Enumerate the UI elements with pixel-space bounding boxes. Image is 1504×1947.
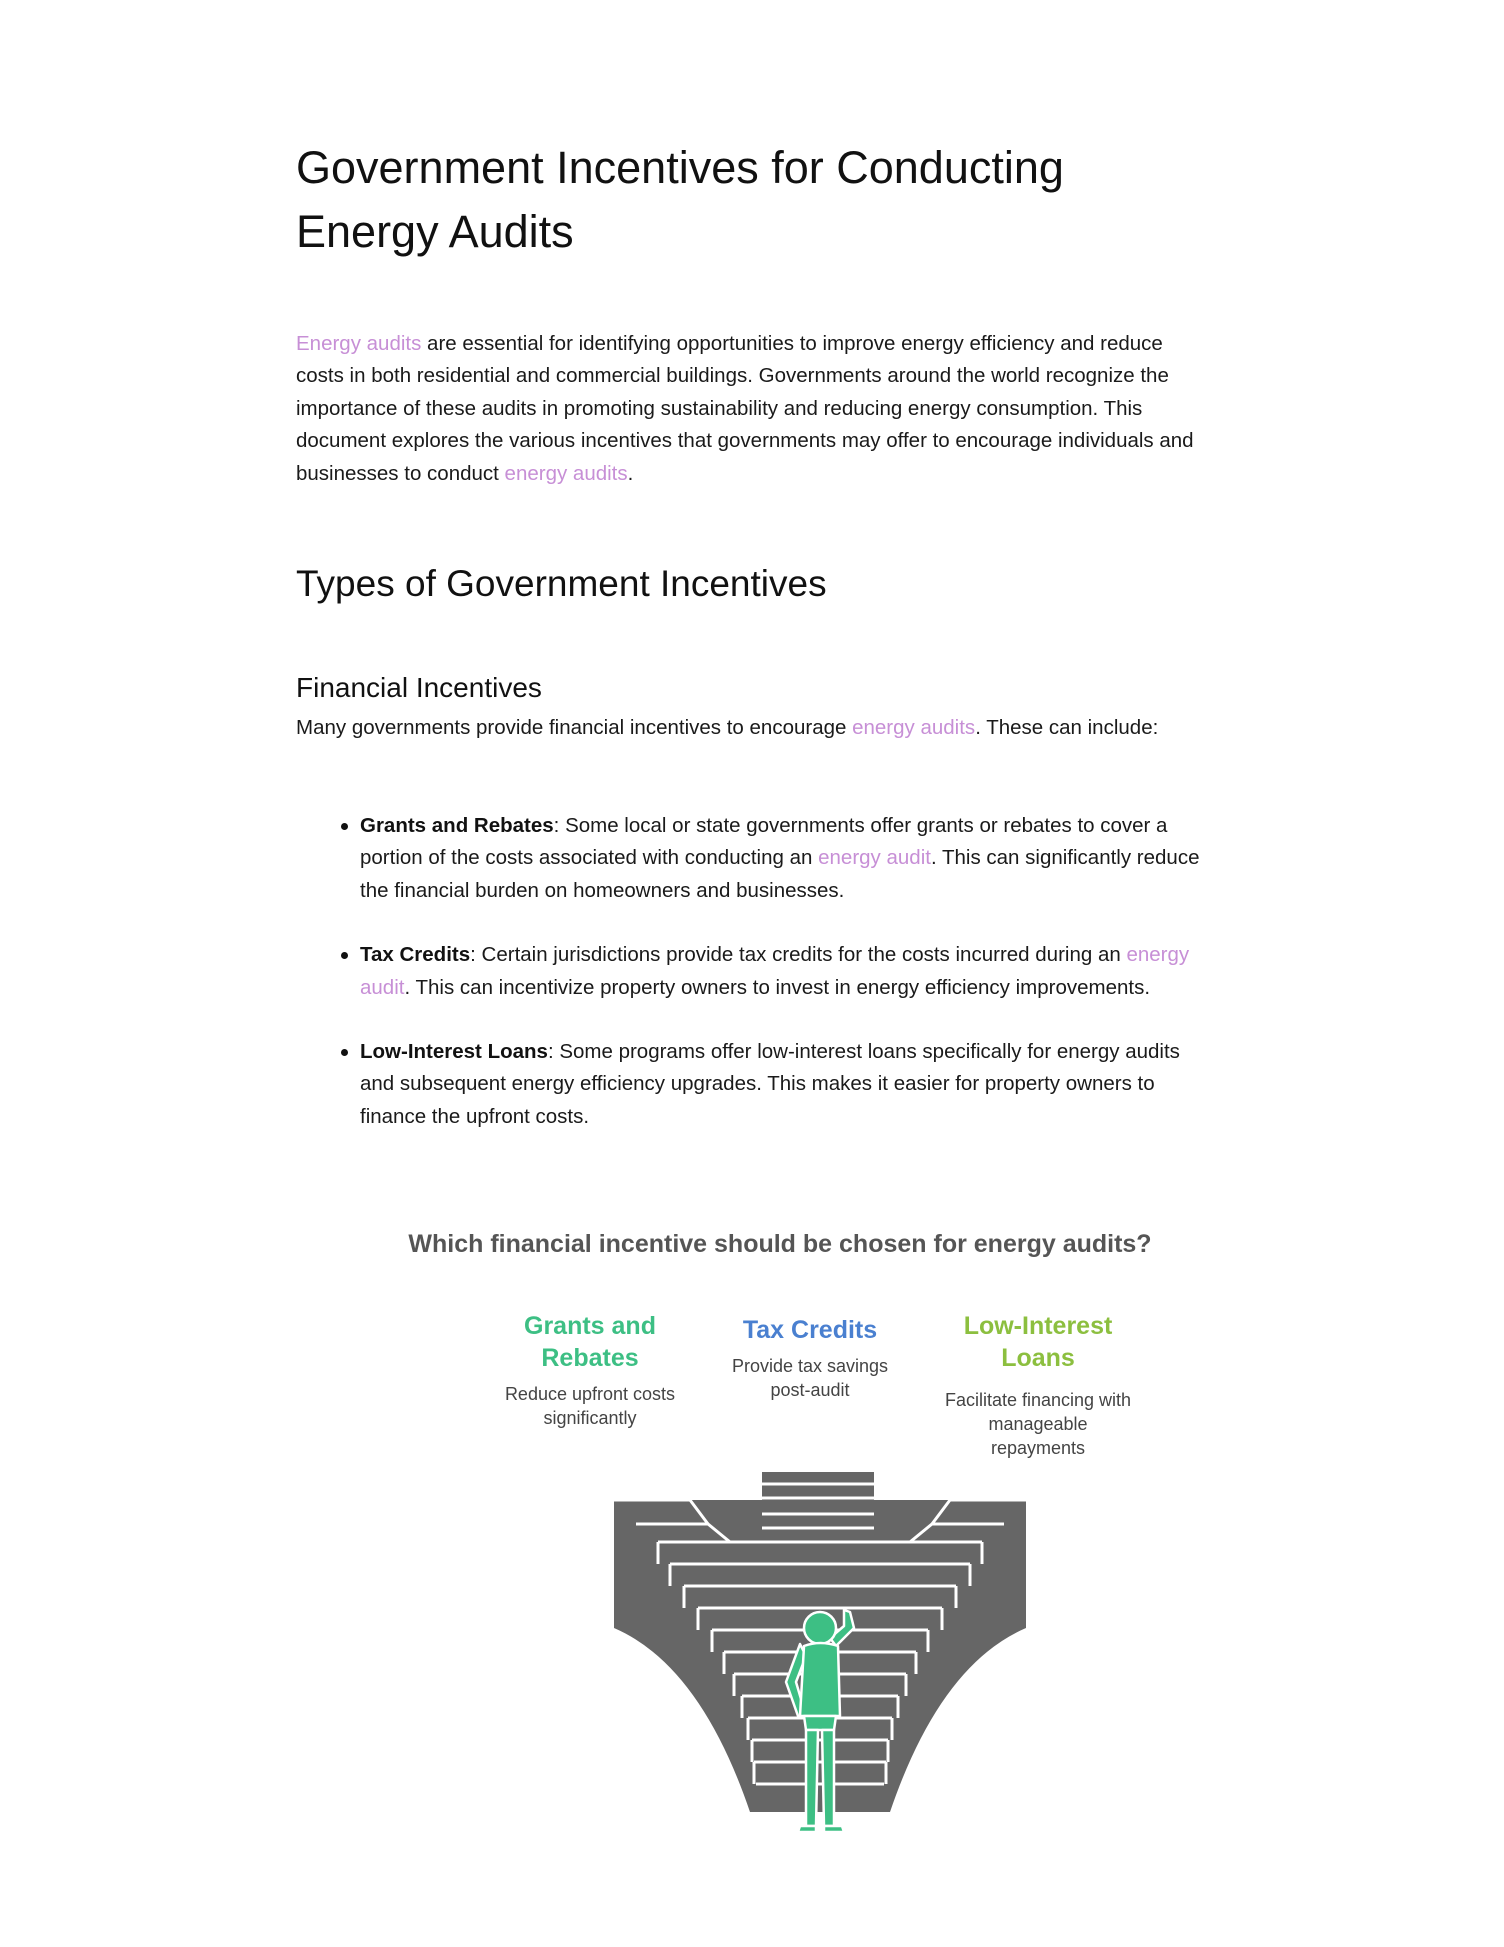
energy-audits-link[interactable]: Energy audits [296, 332, 422, 355]
option-grants-rebates [480, 1310, 700, 1430]
option-title [480, 1310, 700, 1374]
list-item-text: : Certain jurisdictions provide tax credits for the costs incurred during an [470, 943, 1127, 967]
list-item-term: Grants and Rebates [360, 814, 554, 837]
option-title-line: Loans [1001, 1344, 1075, 1372]
list-item-term: Low-Interest Loans [360, 1040, 548, 1064]
option-title [918, 1310, 1158, 1374]
section-heading: Types of Government Incentives [296, 563, 827, 604]
energy-audit-link[interactable]: energy audit [818, 846, 931, 870]
energy-audits-link[interactable]: energy audits [504, 461, 628, 485]
option-desc-line: Provide tax savings [731, 1356, 889, 1376]
option-description [710, 1354, 910, 1402]
lead-text-end: . These can include: [975, 716, 1159, 739]
intro-text: are essential for identifying opportunities to improve energy efficiency and reduce costs in both residential and commercial buildings. Governments around the world recognize the importance of these audits in promoting sustainability and reducing energy consumption. This document explores the various incentives that governments may offer to encourage individuals and businesses to conduct [296, 332, 1194, 485]
option-title: Tax Credits [742, 1316, 878, 1344]
option-description [480, 1382, 700, 1430]
option-desc-line: significantly [543, 1408, 637, 1428]
list-item-text-end: . This can significantly reduce the financial burden on homeowners and businesses. [360, 846, 1200, 902]
list-item-text: : Some programs offer low-interest loans specifically for energy audits and subsequent energy efficiency upgrades. This makes it easier for property owners to finance the upfront costs. [360, 1040, 1180, 1128]
list-item-term: Tax Credits [360, 943, 471, 967]
list-item-loans [296, 1036, 1216, 1133]
incentives-list [296, 810, 1216, 1165]
page-title: Government Incentives for Conducting Energy Audits [296, 142, 1064, 257]
option-desc-line: repayments [990, 1438, 1086, 1458]
option-description [918, 1388, 1158, 1460]
option-desc-line: manageable [988, 1414, 1088, 1434]
intro-text-end: . [627, 461, 634, 485]
option-desc-line: Facilitate financing with [944, 1390, 1132, 1410]
option-title-line: Grants and [524, 1312, 656, 1340]
option-tax-credits [710, 1314, 910, 1402]
list-item-tax-credits [296, 939, 1216, 1004]
option-low-interest-loans [918, 1310, 1158, 1460]
stepped-funnel-illustration [600, 1460, 1040, 1840]
lead-text: Many governments provide financial incentives to encourage [296, 716, 853, 739]
option-desc-line: Reduce upfront costs [504, 1384, 676, 1404]
subsection-heading: Financial Incentives [296, 672, 542, 703]
list-item-grants [296, 810, 1216, 907]
infographic-title: Which financial incentive should be chosen for energy audits? [408, 1230, 1152, 1258]
option-desc-line: post-audit [770, 1380, 850, 1400]
energy-audits-link[interactable]: energy audits [852, 716, 976, 739]
lead-paragraph [296, 712, 1216, 744]
option-title-line: Rebates [541, 1344, 639, 1372]
list-item-text: : Some local or state governments offer grants or rebates to cover a portion of the costs associated with conducting an [360, 814, 1168, 870]
option-title-line: Low-Interest [963, 1312, 1113, 1340]
list-item-text-end: . This can incentivize property owners to invest in energy efficiency improvements. [404, 975, 1151, 999]
energy-audit-link[interactable]: energy audit [360, 943, 1190, 999]
intro-paragraph [296, 328, 1216, 490]
